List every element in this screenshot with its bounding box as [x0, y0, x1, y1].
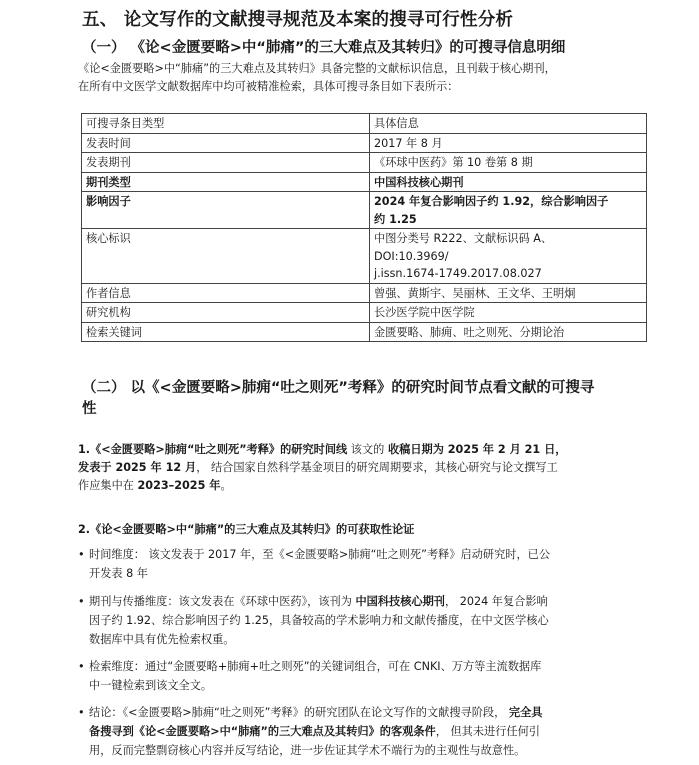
cell-line: 2024 年复合影响因子约 1.92，综合影响因子: [374, 195, 609, 208]
text-run: ， 结合国家自然科学基金项目的研究周期要求，其核心研究与论文撰写工: [196, 461, 558, 474]
text-run: 该文的: [347, 443, 388, 456]
table-row: [82, 283, 647, 303]
bullet-line: [89, 703, 650, 722]
section-title: 五、 论文写作的文献搜寻规范及本案的搜寻可行性分析: [82, 10, 514, 30]
table-cell-value: 长沙医学院中医学院: [370, 303, 647, 323]
table-row: [82, 322, 647, 342]
text-run: 作应集中在: [78, 479, 138, 492]
bullet-item: [78, 592, 650, 649]
research-period: 2023–2025 年: [137, 479, 221, 492]
bullet-text: [89, 657, 650, 695]
table-row: [82, 229, 647, 284]
table-cell-key: 作者信息: [82, 283, 370, 303]
table-cell-value: 《环球中医药》第 10 卷第 8 期: [370, 153, 647, 173]
title-line: （二） 以《<金匮要略>肺痈“吐之则死”考释》的研究时间节点看文献的可搜寻: [82, 380, 595, 396]
table-cell-key: 核心标识: [82, 229, 370, 284]
table-cell-value: 金匮要略、肺痈、吐之则死、分期论治: [370, 322, 647, 342]
cell-line: 中图分类号 R222、文献标识码 A、: [374, 232, 553, 245]
table-row: [82, 133, 647, 153]
text-run: ， 但其未进行任何引: [435, 725, 540, 738]
emphasis: 完全具: [508, 706, 543, 719]
table-header-cell: 可搜寻条目类型: [82, 114, 370, 134]
table-cell-key: 发表时间: [82, 133, 370, 153]
title-line: 性: [82, 401, 97, 417]
table-cell-key: 研究机构: [82, 303, 370, 323]
journal-type: 中国科技核心期刊: [355, 595, 445, 608]
intro-line: 《论<金匮要略>中“肺痛”的三大难点及其转归》具备完整的文献标识信息，且刊载于核心期刊，: [78, 62, 556, 75]
bullet-item: [78, 703, 650, 760]
bullet-line: 数据库中具有优先检索权重。: [89, 633, 235, 646]
cell-line: DOI:10.3969/: [374, 249, 449, 263]
table-cell-value: [370, 229, 647, 284]
searchable-info-table: [81, 113, 647, 342]
bullet-line: 中一键检索到该文全文。: [89, 679, 213, 692]
text-run: 期刊与传播维度：该文发表在《环球中医药》，该刊为: [89, 595, 356, 608]
bullet-item: [78, 545, 650, 583]
table-cell-value: [370, 192, 647, 229]
cell-line: 约 1.25: [374, 212, 417, 226]
bullet-text: [89, 703, 650, 760]
table-cell-key: 期刊类型: [82, 172, 370, 192]
bullet-marker: •: [78, 595, 85, 608]
cell-line: j.issn.1674-1749.2017.08.027: [374, 267, 542, 280]
subsection-2-title: [82, 378, 594, 420]
table-row: [82, 153, 647, 173]
paragraph-line: [78, 459, 656, 477]
table-cell-value: 中国科技核心期刊: [370, 172, 647, 192]
bullet-marker: •: [78, 660, 85, 673]
bullet-line: 用，反而完整剽窃核心内容并反写结论，进一步佐证其学术不端行为的主观性与故意性。: [89, 744, 526, 757]
subsection-1-title: （一） 《论<金匮要略>中“肺痛”的三大难点及其转归》的可搜寻信息明细: [82, 40, 566, 56]
bullet-item: [78, 657, 650, 695]
paragraph-line: [78, 441, 656, 459]
point-1-lead: 1.《<金匮要略>肺痈“吐之则死”考释》的研究时间线: [78, 443, 348, 456]
text-run: 结论：《<金匮要略>肺痈“吐之则死”考释》的研究团队在论文写作的文献搜寻阶段，: [89, 706, 509, 719]
bullet-line: [89, 592, 650, 611]
publish-date: 发表于 2025 年 12 月: [78, 461, 197, 474]
bullet-text: [89, 592, 650, 649]
bullet-marker: •: [78, 548, 85, 561]
subsection-1-intro: [78, 60, 658, 96]
bullet-text: [89, 545, 650, 583]
bullet-line: [89, 722, 650, 741]
bullet-line: 开发表 8 年: [89, 567, 148, 580]
bullet-line: 检索维度：通过“金匮要略+肺痈+吐之则死”的关键词组合，可在 CNKI、万方等主流数据库: [89, 660, 542, 673]
text-run: ， 2024 年复合影响: [444, 595, 548, 608]
point-1-paragraph: [78, 441, 656, 495]
table-row: [82, 172, 647, 192]
bullet-marker: •: [78, 706, 85, 719]
bullet-line: 时间维度： 该文发表于 2017 年，至《<金匮要略>肺痈“吐之则死”考释》启动研究时，已公: [89, 548, 551, 561]
table-row: [82, 303, 647, 323]
paragraph-line: [78, 477, 656, 495]
received-date: 收稿日期为 2025 年 2 月 21 日，: [387, 443, 567, 456]
table-cell-key: 发表期刊: [82, 153, 370, 173]
table-row: [82, 192, 647, 229]
intro-line: 在所有中文医学文献数据库中均可被精准检索，具体可搜寻条目如下表所示：: [78, 80, 459, 93]
bullet-line: 因子约 1.92、综合影响因子约 1.25，具备较高的学术影响力和文献传播度，在中文医学核心: [89, 614, 549, 627]
table-cell-key: 检索关键词: [82, 322, 370, 342]
table-cell-key: 影响因子: [82, 192, 370, 229]
emphasis: 备搜寻到《论<金匮要略>中“肺痛”的三大难点及其转归》的客观条件: [89, 725, 436, 738]
table-cell-value: 曾强、黄斯宇、吴丽林、王文华、王明炯: [370, 283, 647, 303]
table-header-row: [82, 114, 647, 134]
text-run: 。: [220, 479, 232, 492]
table-header-cell: 具体信息: [370, 114, 647, 134]
table-cell-value: 2017 年 8 月: [370, 133, 647, 153]
point-2-title: 2.《论<金匮要略>中“肺痛”的三大难点及其转归》的可获取性论证: [78, 523, 415, 536]
